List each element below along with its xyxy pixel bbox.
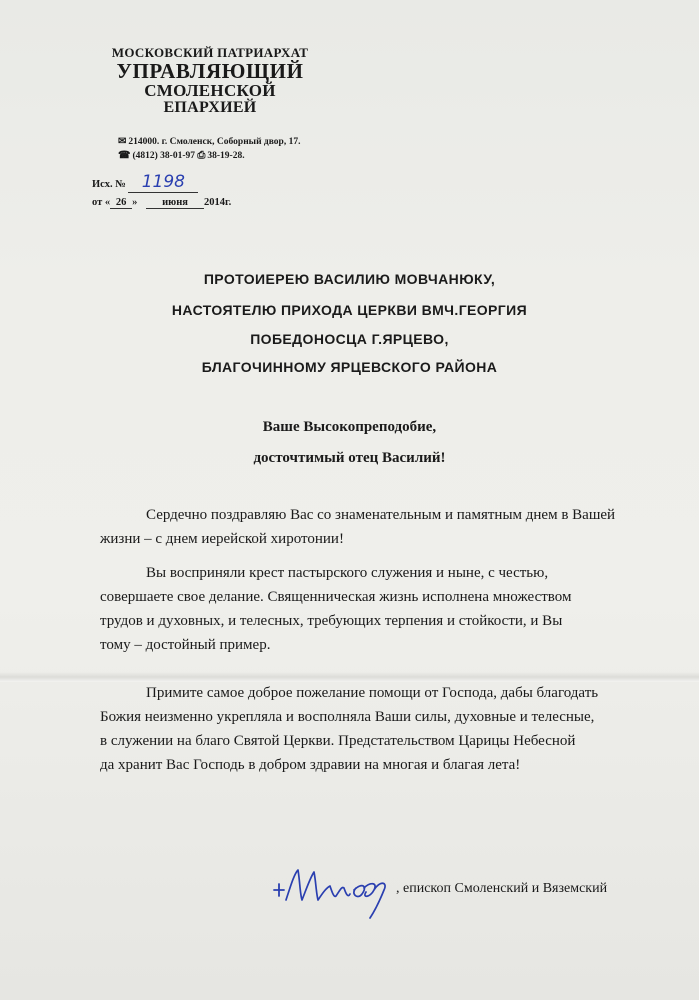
date-prefix: от « [92,197,111,208]
addressee-line-2: НАСТОЯТЕЛЮ ПРИХОДА ЦЕРКВИ ВМЧ.ГЕОРГИЯ [171,302,528,318]
addressee-line-4: БЛАГОЧИННОМУ ЯРЦЕВСКОГО РАЙОНА [201,359,498,375]
letterhead-line-4: ЕПАРХИЕЙ [163,98,257,116]
letterhead [95,46,325,116]
body-line: да хранит Вас Господь в добром здравии на многая и благая лета! [100,757,521,773]
signatory-title: , епископ Смоленский и Вяземский [396,881,608,896]
address-text: 214000. г. Смоленск, Соборный двор, 17. [128,137,301,147]
body-paragraph-2 [100,561,670,657]
handwritten-signature [270,860,392,920]
ref-number-label: Исх. № [92,179,126,190]
date-month: июня [146,197,204,209]
body-paragraph-3 [100,681,670,777]
ref-number-value: 1198 [128,172,198,193]
body-line: Примите самое доброе пожелание помощи от Господа, дабы благодать [146,685,599,701]
body-line: в служении на благо Святой Церкви. Предстательством Царицы Небесной [100,733,576,749]
body-line: совершаете свое делание. Священническая жизнь исполнена множеством [100,589,572,605]
addressee-line-3: ПОБЕДОНОСЦА Г.ЯРЦЕВО, [250,331,449,347]
telephone-icon: ☎ [118,150,131,161]
envelope-icon: ✉ [118,136,127,147]
letterhead-line-2: УПРАВЛЯЮЩИЙ [116,58,304,83]
body-paragraph-1 [100,503,670,551]
letterhead-address [118,136,328,147]
addressee-line-1: ПРОТОИЕРЕЮ ВАСИЛИЮ МОВЧАНЮКУ, [203,271,496,287]
phone-text: (4812) 38-01-97 [132,151,195,161]
body-line: тому – достойный пример. [100,637,271,653]
letterhead-line-3: СМОЛЕНСКОЙ [144,80,276,100]
ref-date [92,197,231,209]
date-day-close: » [132,197,138,208]
body-line: жизни – с днем иерейской хиротонии! [100,531,344,547]
date-day: 26 [110,197,132,209]
body-line: Божия неизменно укрепляла и восполняла Ваши силы, духовные и телесные, [100,709,595,725]
letterhead-phones [118,150,328,161]
body-line: Вы восприняли крест пастырского служения и ныне, с честью, [146,565,549,581]
date-year: 2014г. [204,197,232,208]
body-line: Сердечно поздравляю Вас со знаменательным и памятным днем в Вашей [146,507,616,523]
body-line: трудов и духовных, и телесных, требующих терпения и стойкости, и Вы [100,613,563,629]
salutation-line-2: досточтимый отец Василий! [253,450,446,466]
fax-text: 38-19-28. [207,151,245,161]
outgoing-number [92,172,198,193]
letterhead-line-1: МОСКОВСКИЙ ПАТРИАРХАТ [111,45,309,60]
salutation-line-1: Ваше Высокопреподобие, [262,419,437,435]
fax-icon: ⎙ [197,150,206,161]
